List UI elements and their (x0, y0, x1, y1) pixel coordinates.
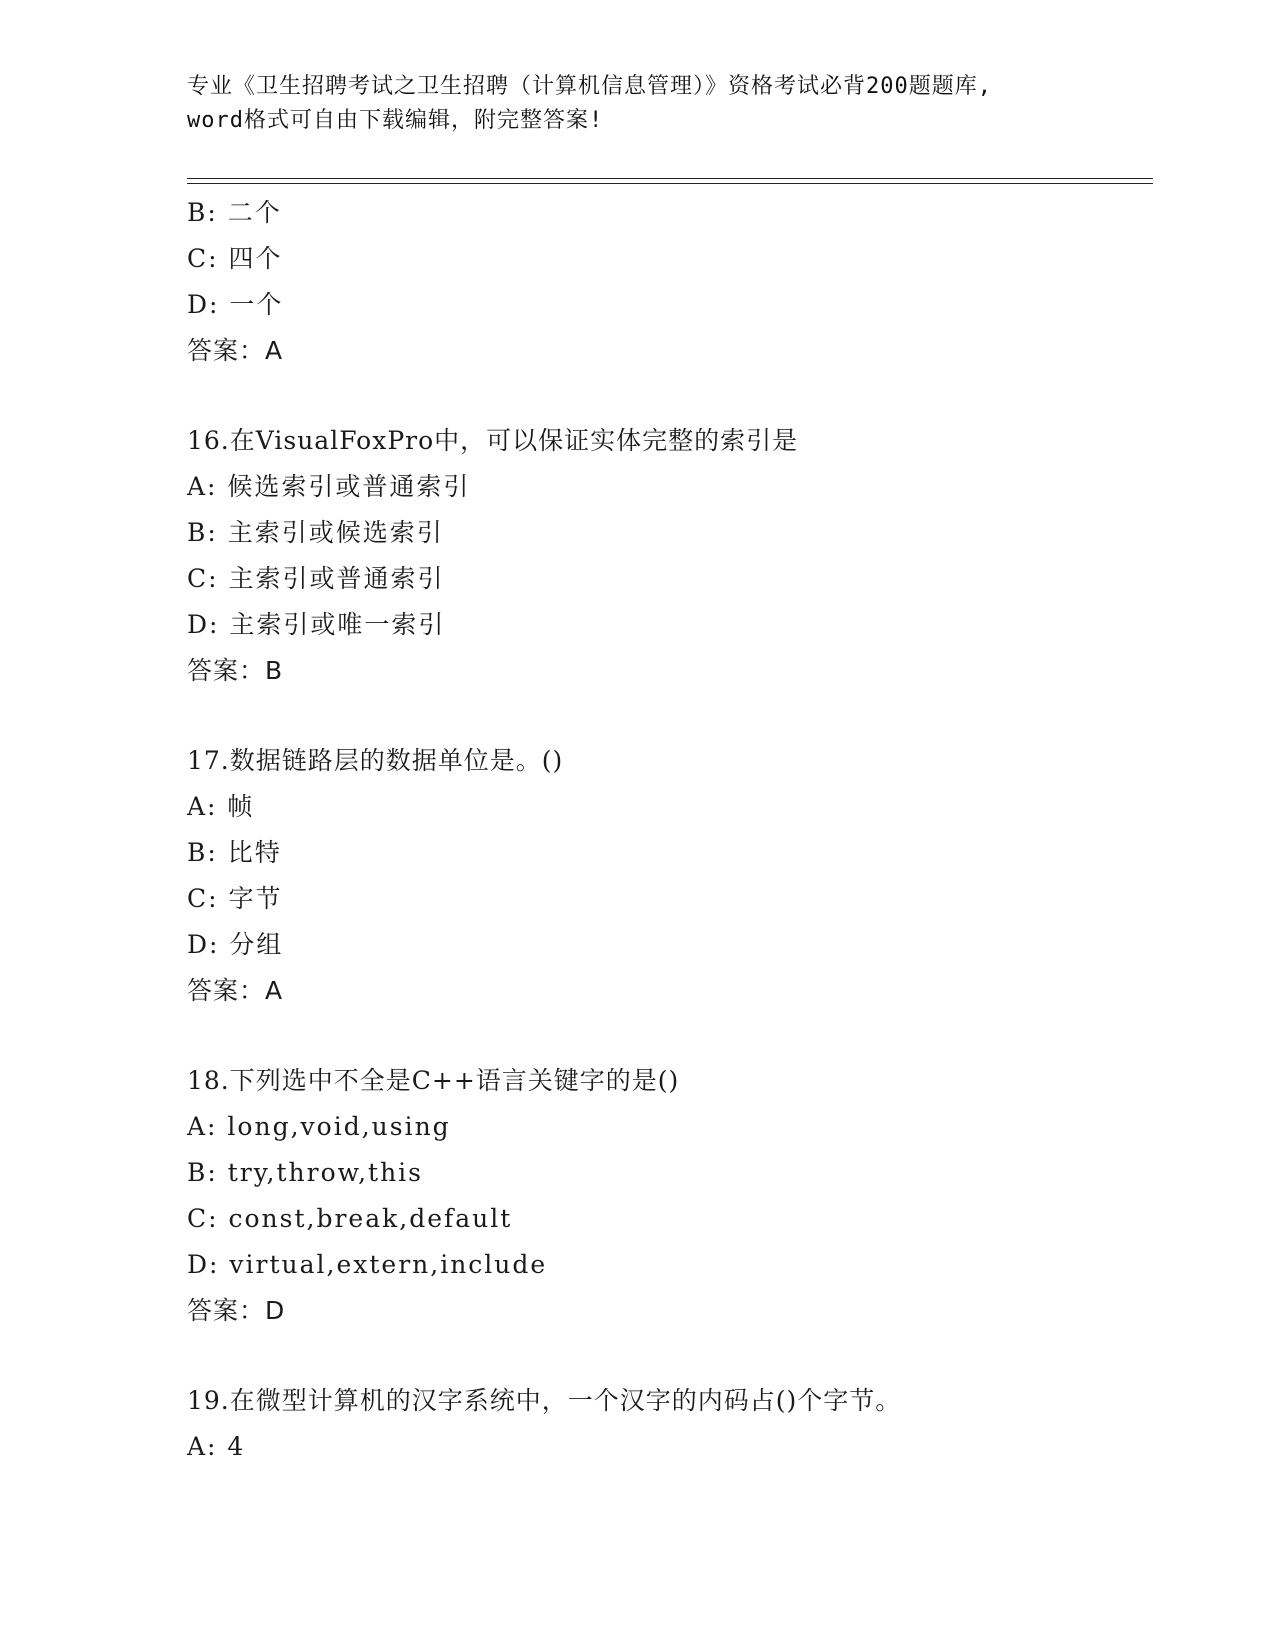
question-text: 17.数据链路层的数据单位是。() (187, 746, 564, 775)
option-d: D: virtual,extern,include (187, 1250, 548, 1279)
header-divider-top (187, 178, 1153, 179)
option-d: D: 主索引或唯一索引 (187, 610, 446, 639)
answer-line: 答案：A (187, 336, 284, 365)
option-b: B: 比特 (187, 838, 282, 867)
option-b: B: try,throw,this (187, 1158, 423, 1187)
spacer (187, 1014, 1153, 1058)
option-a: A: 帧 (187, 792, 255, 821)
question-19 (187, 1378, 1153, 1470)
question-text: 16.在VisualFoxPro中，可以保证实体完整的索引是 (187, 426, 799, 455)
option-b: B: 主索引或候选索引 (187, 518, 444, 547)
option-c: C: 主索引或普通索引 (187, 564, 445, 593)
answer-line: 答案：D (187, 1296, 286, 1325)
question-16 (187, 418, 1153, 694)
spacer (187, 694, 1153, 738)
spacer (187, 374, 1153, 418)
question-text: 18.下列选中不全是C++语言关键字的是() (187, 1066, 680, 1095)
spacer (187, 1334, 1153, 1378)
option-a: A: long,void,using (187, 1112, 451, 1141)
answer-line: 答案：B (187, 656, 284, 685)
answer-line: 答案：A (187, 976, 284, 1005)
question-18 (187, 1058, 1153, 1334)
header-line-2: word格式可自由下载编辑，附完整答案! (187, 108, 604, 133)
option-c: C: 四个 (187, 244, 283, 273)
option-b: B: 二个 (187, 198, 282, 227)
header-divider-bottom (187, 183, 1153, 184)
document-header (187, 70, 1127, 138)
option-a: A: 候选索引或普通索引 (187, 472, 471, 501)
question-text: 19.在微型计算机的汉字系统中，一个汉字的内码占()个字节。 (187, 1386, 902, 1415)
option-d: D: 一个 (187, 290, 284, 319)
header-line-1: 专业《卫生招聘考试之卫生招聘（计算机信息管理）》资格考试必背200题题库, (187, 74, 992, 99)
option-c: C: const,break,default (187, 1204, 513, 1233)
option-d: D: 分组 (187, 930, 284, 959)
question-15-tail (187, 190, 1153, 374)
question-17 (187, 738, 1153, 1014)
option-a: A: 4 (187, 1432, 246, 1461)
option-c: C: 字节 (187, 884, 283, 913)
question-list (187, 190, 1153, 1470)
